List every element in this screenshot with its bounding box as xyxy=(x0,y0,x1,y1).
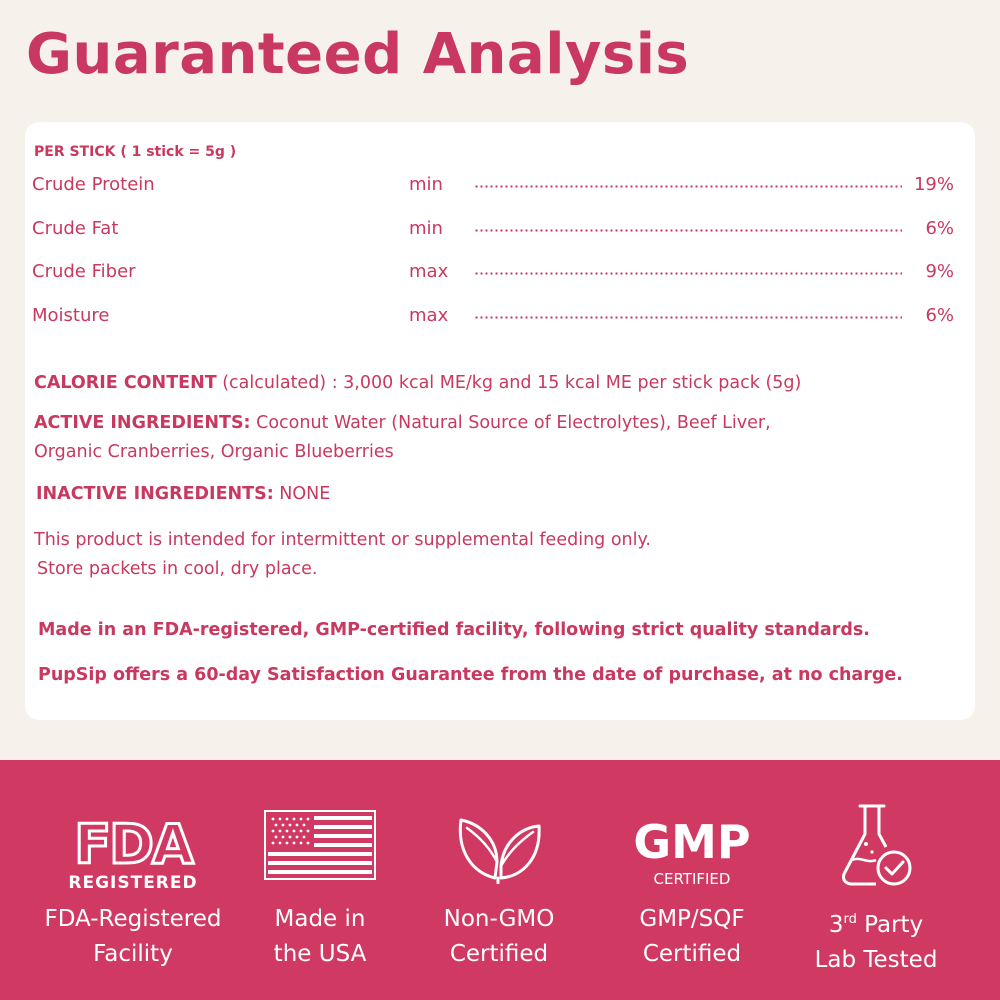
badge-label-line1-rest: Party xyxy=(856,912,924,938)
us-flag-icon xyxy=(264,810,376,880)
active-ingredients-line2: Organic Cranberries, Organic Blueberries xyxy=(34,442,394,462)
badge-label xyxy=(592,902,792,972)
fda-registered-icon xyxy=(63,805,203,895)
badge-label xyxy=(33,902,233,972)
ordinal-number: 3 xyxy=(828,912,844,938)
certification-banner xyxy=(0,760,1000,1000)
analysis-card xyxy=(25,122,975,720)
badge-label xyxy=(399,902,599,972)
badge-label-line2: the USA xyxy=(273,941,367,967)
dot-leader xyxy=(474,229,902,232)
nutrient-row-moisture xyxy=(32,305,957,331)
badge-non-gmo xyxy=(399,760,599,1000)
nutrient-row-crude-fat xyxy=(32,218,957,244)
badge-label-line2: Facility xyxy=(93,941,173,967)
nutrient-name: Crude Fat xyxy=(32,218,119,239)
per-stick-label: PER STICK ( 1 stick = 5g ) xyxy=(34,144,237,160)
gmp-icon-subtext: CERTIFIED xyxy=(653,870,731,888)
nutrient-qualifier: min xyxy=(409,174,443,195)
active-ingredients xyxy=(34,409,771,467)
gmp-certified-icon xyxy=(627,812,757,892)
nutrient-qualifier: min xyxy=(409,218,443,239)
badge-label-line1: Non-GMO xyxy=(443,906,555,932)
inactive-ingredients xyxy=(36,480,330,509)
calorie-content-text: (calculated) : 3,000 kcal ME/kg and 15 kcal ME per stick pack (5g) xyxy=(216,373,802,393)
calorie-content xyxy=(34,369,801,398)
facility-note: Made in an FDA-registered, GMP-certified facility, following strict quality standards. xyxy=(38,620,870,640)
badge-label xyxy=(220,902,420,972)
fda-icon-text: FDA xyxy=(74,813,192,876)
dot-leader xyxy=(474,316,902,319)
calorie-content-label: CALORIE CONTENT xyxy=(34,373,217,393)
nutrient-value: 6% xyxy=(925,305,954,326)
badge-label-line2: Certified xyxy=(449,941,549,967)
badge-usa xyxy=(220,760,420,1000)
inactive-ingredients-label: INACTIVE INGREDIENTS: xyxy=(36,484,274,504)
feeding-note-line1: This product is intended for intermittent or supplemental feeding only. xyxy=(34,530,651,550)
dot-leader xyxy=(474,272,902,275)
feeding-note-line2: Store packets in cool, dry place. xyxy=(37,559,318,579)
badge-label-line1: GMP/SQF xyxy=(639,906,745,932)
guarantee-note: PupSip offers a 60-day Satisfaction Guarantee from the date of purchase, at no charge. xyxy=(38,665,903,685)
badge-label xyxy=(776,902,976,978)
nutrient-row-crude-fiber xyxy=(32,261,957,287)
nutrient-name: Crude Fiber xyxy=(32,261,136,282)
nutrient-value: 19% xyxy=(913,174,954,195)
nutrient-qualifier: max xyxy=(409,305,449,326)
badge-label-line1: FDA-Registered xyxy=(44,906,222,932)
dot-leader xyxy=(474,185,902,188)
badge-lab-tested xyxy=(776,760,976,1000)
nutrient-name: Crude Protein xyxy=(32,174,155,195)
lab-flask-icon xyxy=(836,800,916,890)
nutrient-qualifier: max xyxy=(409,261,449,282)
nutrient-value: 9% xyxy=(925,261,954,282)
page-title: Guaranteed Analysis xyxy=(26,22,690,87)
leaf-icon xyxy=(451,800,547,884)
nutrient-row-crude-protein xyxy=(32,174,957,200)
badge-label-line1 xyxy=(776,902,976,943)
nutrient-value: 6% xyxy=(925,218,954,239)
active-ingredients-label: ACTIVE INGREDIENTS: xyxy=(34,413,251,433)
badge-label-line2: Certified xyxy=(642,941,742,967)
badge-label-line2: Lab Tested xyxy=(814,947,938,973)
gmp-icon-text: GMP xyxy=(633,815,751,869)
badge-label-line1: Made in xyxy=(274,906,366,932)
nutrient-name: Moisture xyxy=(32,305,110,326)
ordinal-suffix: rd xyxy=(843,912,857,927)
inactive-ingredients-text: NONE xyxy=(273,484,331,504)
active-ingredients-line1: Coconut Water (Natural Source of Electrolytes), Beef Liver, xyxy=(250,413,771,433)
badge-gmp xyxy=(592,760,792,1000)
feeding-note xyxy=(34,526,651,584)
badge-fda xyxy=(33,760,233,1000)
fda-icon-subtext: REGISTERED xyxy=(68,873,198,893)
